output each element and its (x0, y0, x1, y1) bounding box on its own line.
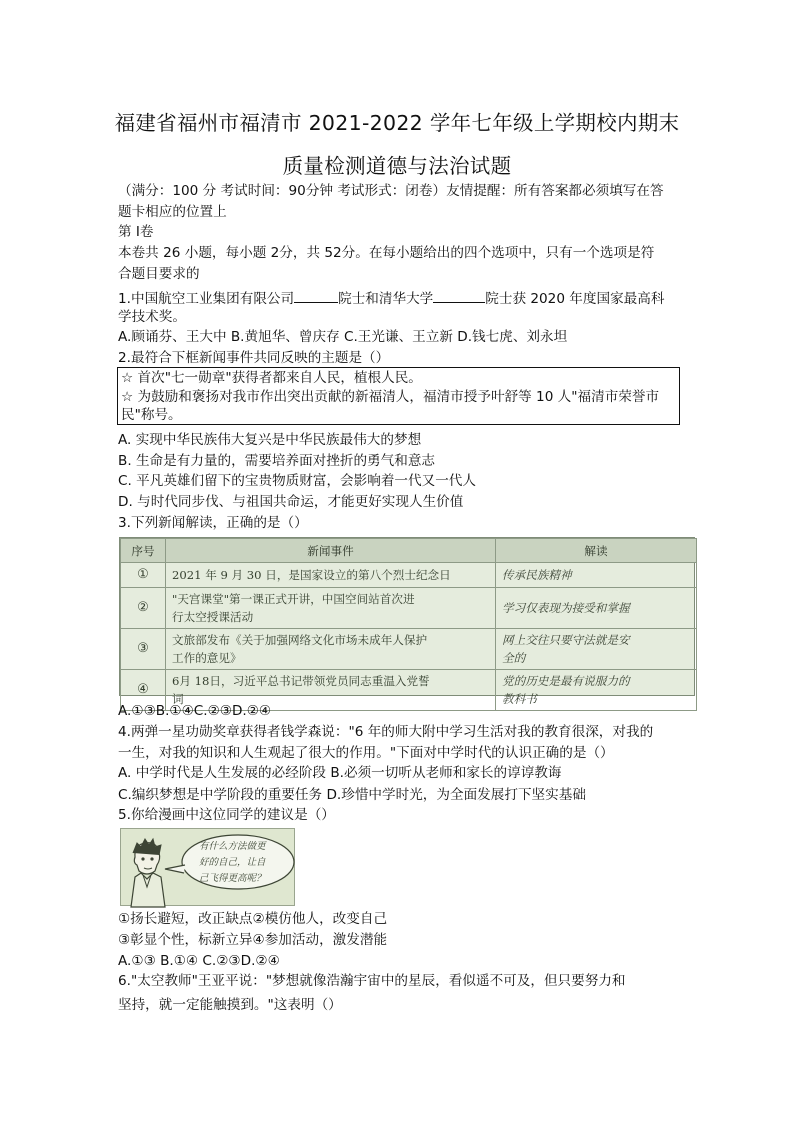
question-2-option-d: D. 与时代同步伐、与祖国共命运，才能更好实现人生价值 (118, 494, 464, 510)
table-row (121, 563, 697, 588)
event-text: 6月 18日，习近平总书记带领党员同志重温入党誓 (172, 674, 430, 688)
question-4-line-1: 4.两弹一星功勋奖章获得者钱学森说："6 年的师大附中学习生活对我的教育很深，对我的 (118, 724, 654, 740)
row-event (166, 629, 496, 670)
row-number: ① (121, 563, 166, 588)
row-explain (496, 588, 697, 629)
event-text-cont: 词 (172, 692, 184, 706)
event-text: 文旅部发布《关于加强网络文化市场未成年人保护 (172, 633, 428, 647)
news-box (117, 367, 680, 425)
news-table (120, 538, 697, 711)
question-2-option-c: C. 平凡英雄们留下的宝贵物质财富，会影响着一代又一代人 (118, 473, 476, 489)
event-text: 2021 年 9 月 30 日，是国家设立的第八个烈士纪念日 (172, 568, 451, 582)
question-5-choices-1: ①扬长避短，改正缺点②模仿他人，改变自己 (118, 911, 388, 927)
title-line-2: 质量检测道德与法治试题 (282, 154, 512, 178)
row-event (166, 588, 496, 629)
question-2-option-b: B. 生命是有力量的，需要培养面对挫折的勇气和意志 (118, 453, 436, 469)
explain-text: 学习仅表现为接受和掌握 (502, 601, 630, 615)
row-event (166, 563, 496, 588)
explain-text-cont: 教科书 (502, 692, 537, 706)
info-line-1: （满分：100 分 考试时间：90分钟 考试形式：闭卷）友情提醒：所有答案都必须填写在答 (118, 183, 664, 199)
bubble-line-3: 己飞得更高呢？ (199, 873, 266, 884)
question-3-stem: 3.下列新闻解读，正确的是（） (118, 515, 308, 531)
row-explain (496, 670, 697, 711)
explain-text: 党的历史是最有说服力的 (502, 674, 630, 688)
explain-text: 传承民族精神 (502, 568, 572, 582)
explain-text-cont: 全的 (502, 651, 526, 665)
question-6-line-2: 坚持，就一定能触摸到。"这表明（） (118, 997, 342, 1013)
cartoon-image (120, 828, 295, 906)
row-explain (496, 563, 697, 588)
question-6-line-1: 6."太空教师"王亚平说："梦想就像浩瀚宇宙中的星辰，看似遥不可及，但只要努力和 (118, 973, 626, 989)
question-1-line-2: 学技术奖。 (118, 309, 186, 325)
table-row (121, 629, 697, 670)
question-1-options: A.顾诵芬、王大中 B.黄旭华、曾庆存 C.王光谦、王立新 D.钱七虎、刘永坦 (118, 329, 568, 345)
row-number: ② (121, 588, 166, 629)
row-number: ④ (121, 670, 166, 711)
speech-bubble-text (199, 839, 266, 887)
table-header-explain: 解读 (496, 539, 697, 563)
table-header-number: 序号 (121, 539, 166, 563)
table-row (121, 588, 697, 629)
event-text: "天宫课堂"第一课正式开讲，中国空间站首次进 (172, 592, 415, 606)
news-table-image (119, 537, 695, 706)
answer-blank-1 (294, 288, 338, 303)
question-2-option-a: A. 实现中华民族伟大复兴是中华民族最伟大的梦想 (118, 432, 422, 448)
question-2-stem: 2.最符合下框新闻事件共同反映的主题是（） (118, 350, 390, 366)
info-line-2: 题卡相应的位置上 (118, 204, 227, 220)
question-4-line-3: A. 中学时代是人生发展的必经阶段 B.必须一切听从老师和家长的谆谆教诲 (118, 765, 562, 781)
section-label: 第 Ⅰ卷 (118, 224, 154, 240)
bubble-line-1: 有什么方法做更 (199, 841, 266, 852)
explain-text: 网上交往只要守法就是安 (502, 633, 630, 647)
row-explain (496, 629, 697, 670)
q1-part-2: 院士和清华大学 (338, 291, 434, 307)
question-3-options: A.①③B.①④C.②③D.②④ (118, 703, 272, 719)
intro-line-1: 本卷共 26 小题，每小题 2分，共 52分。在每小题给出的四个选项中，只有一个选项是符 (118, 245, 655, 261)
question-5-choices-2: ③彰显个性，标新立异④参加活动，激发潜能 (118, 932, 388, 948)
question-4-line-2: 一生，对我的知识和人生观起了很大的作用。"下面对中学时代的认识正确的是（） (118, 745, 614, 761)
q1-part-1: 1.中国航空工业集团有限公司 (118, 291, 295, 307)
question-1-line-1 (118, 288, 664, 308)
event-text-cont: 工作的意见》 (172, 651, 242, 665)
title-line-1: 福建省福州市福清市 2021-2022 学年七年级上学期校内期末 (114, 111, 680, 135)
event-text-cont: 行太空授课活动 (172, 610, 254, 624)
question-4-line-4: C.编织梦想是中学阶段的重要任务 D.珍惜中学时光，为全面发展打下坚实基础 (118, 787, 586, 803)
news-box-line-1: ☆ 首次"七一勋章"获得者都来自人民，植根人民。 (121, 370, 422, 386)
news-box-line-3: 民"称号。 (121, 407, 182, 423)
question-5-stem: 5.你给漫画中这位同学的建议是（） (118, 807, 335, 823)
question-5-options: A.①③ B.①④ C.②③D.②④ (118, 953, 280, 969)
row-number: ③ (121, 629, 166, 670)
bubble-line-2: 好的自己，让自 (199, 857, 266, 868)
table-header-event: 新闻事件 (166, 539, 496, 563)
answer-blank-2 (433, 288, 485, 303)
q1-part-3: 院士获 2020 年度国家最高科 (485, 291, 665, 307)
intro-line-2: 合题目要求的 (118, 266, 200, 282)
news-box-line-2: ☆ 为鼓励和褒扬对我市作出突出贡献的新福清人，福清市授予叶舒等 10 人"福清市荣誉市 (121, 389, 660, 405)
